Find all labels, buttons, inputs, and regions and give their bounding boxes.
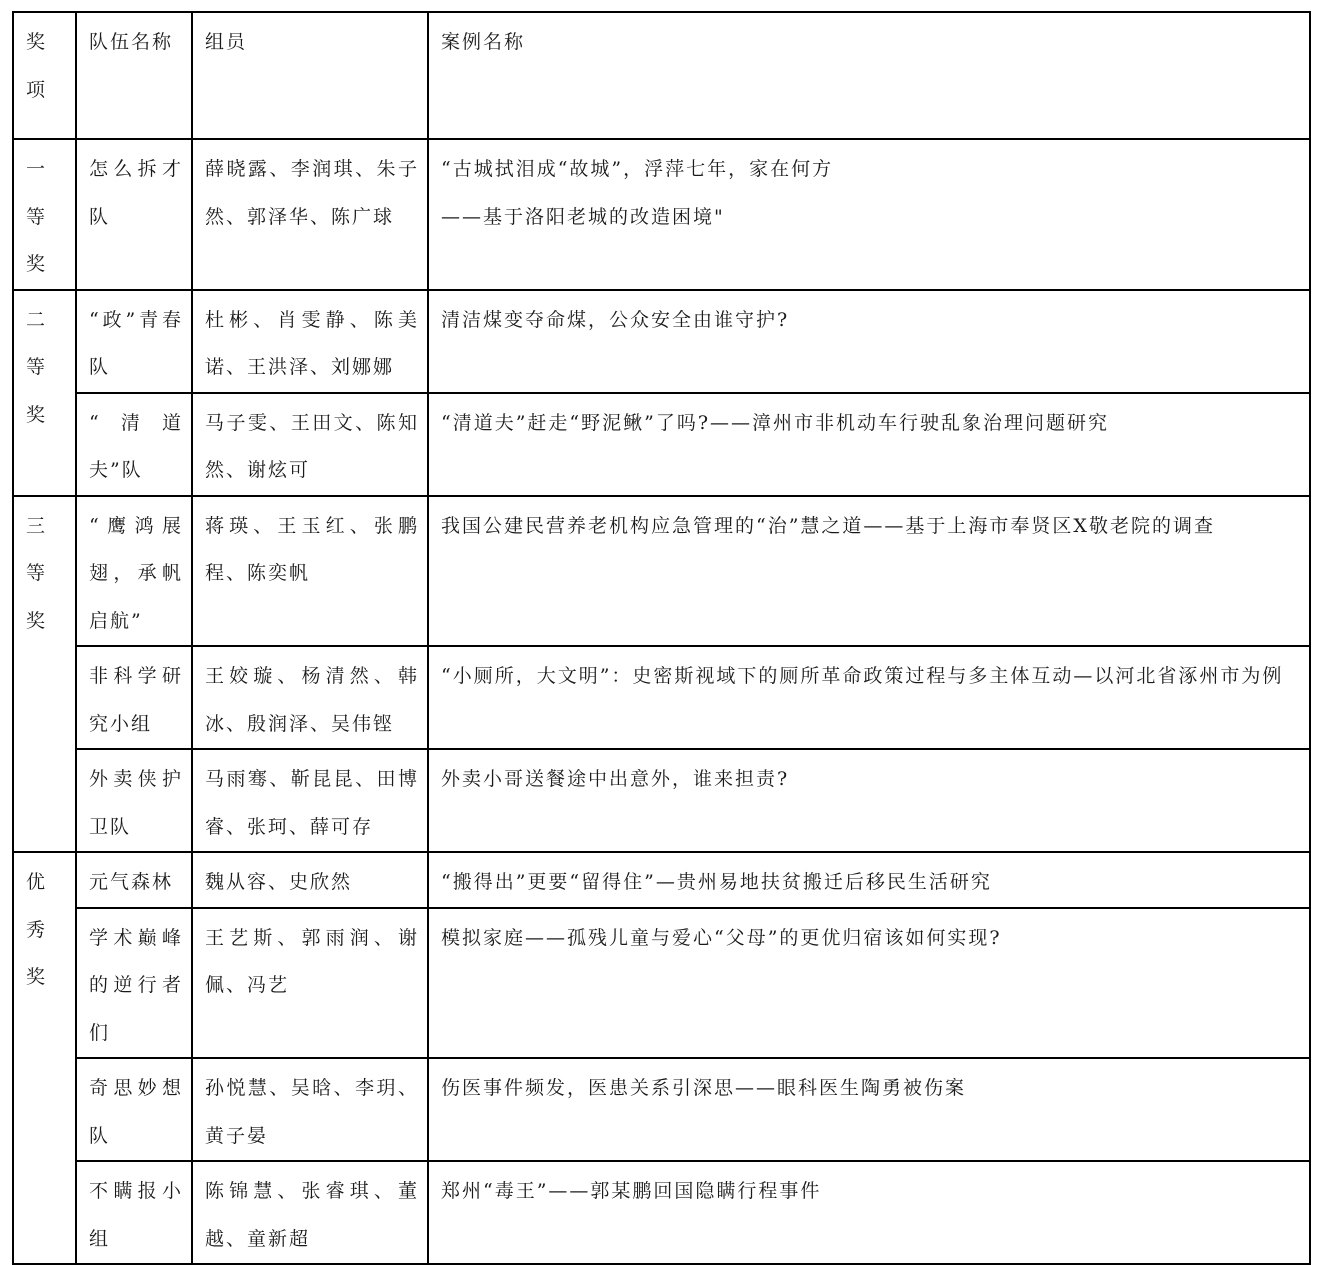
case-title: 模拟家庭——孤残儿童与爱心“父母”的更优归宿该如何实现? bbox=[428, 908, 1310, 1059]
table-row bbox=[13, 496, 1310, 647]
award-label: 二等奖 bbox=[13, 290, 76, 496]
team-name: 非科学研究小组 bbox=[76, 646, 192, 749]
team-members: 蒋瑛、王玉红、张鹏程、陈奕帆 bbox=[192, 496, 428, 647]
award-label: 一等奖 bbox=[13, 139, 76, 290]
case-title-line: “古城拭泪成“故城”，浮萍七年，家在何方 bbox=[441, 158, 834, 180]
team-members: 杜彬、肖雯静、陈美诺、王洪泽、刘娜娜 bbox=[192, 290, 428, 393]
team-name: 怎么拆才队 bbox=[76, 139, 192, 290]
case-title: 外卖小哥送餐途中出意外，谁来担责? bbox=[428, 749, 1310, 852]
case-title: 郑州“毒王”——郭某鹏回国隐瞒行程事件 bbox=[428, 1161, 1310, 1264]
team-members: 陈锦慧、张睿琪、董越、童新超 bbox=[192, 1161, 428, 1264]
table-row bbox=[13, 852, 1310, 908]
header-members: 组员 bbox=[192, 12, 428, 139]
team-name: 不瞒报小组 bbox=[76, 1161, 192, 1264]
case-title: “搬得出”更要“留得住”—贵州易地扶贫搬迁后移民生活研究 bbox=[428, 852, 1310, 908]
award-label: 优秀奖 bbox=[13, 852, 76, 1264]
header-row bbox=[13, 12, 1310, 139]
header-award: 奖项 bbox=[13, 12, 76, 139]
case-title: 清洁煤变夺命煤，公众安全由谁守护? bbox=[428, 290, 1310, 393]
table-row bbox=[13, 290, 1310, 393]
case-title: 我国公建民营养老机构应急管理的“治”慧之道——基于上海市奉贤区X敬老院的调查 bbox=[428, 496, 1310, 647]
team-members: 马雨骞、靳昆昆、田博睿、张珂、薛可存 bbox=[192, 749, 428, 852]
team-name: “政”青春队 bbox=[76, 290, 192, 393]
award-label: 三等奖 bbox=[13, 496, 76, 853]
team-name: 奇思妙想队 bbox=[76, 1058, 192, 1161]
team-members: 魏从容、史欣然 bbox=[192, 852, 428, 908]
team-members: 王艺斯、郭雨润、谢佩、冯艺 bbox=[192, 908, 428, 1059]
table-row bbox=[13, 749, 1310, 852]
case-title: “小厕所，大文明”：史密斯视域下的厕所革命政策过程与多主体互动—以河北省涿州市为例 bbox=[428, 646, 1310, 749]
table-row bbox=[13, 908, 1310, 1059]
team-name: “鹰鸿展翅，承帆启航” bbox=[76, 496, 192, 647]
team-members: 王姣璇、杨清然、韩冰、殷润泽、吴伟铿 bbox=[192, 646, 428, 749]
header-case: 案例名称 bbox=[428, 12, 1310, 139]
table-row bbox=[13, 393, 1310, 496]
team-members: 马子雯、王田文、陈知然、谢炫可 bbox=[192, 393, 428, 496]
team-name: “清道夫”队 bbox=[76, 393, 192, 496]
case-title bbox=[428, 139, 1310, 290]
table-row bbox=[13, 1058, 1310, 1161]
team-name: 学术巅峰的逆行者们 bbox=[76, 908, 192, 1059]
case-title: 伤医事件频发，医患关系引深思——眼科医生陶勇被伤案 bbox=[428, 1058, 1310, 1161]
case-title-line: ——基于洛阳老城的改造困境" bbox=[441, 205, 725, 228]
table-row bbox=[13, 139, 1310, 290]
team-members: 薛晓露、李润琪、朱子然、郭泽华、陈广球 bbox=[192, 139, 428, 290]
team-name: 外卖侠护卫队 bbox=[76, 749, 192, 852]
team-members: 孙悦慧、吴晗、李玥、黄子晏 bbox=[192, 1058, 428, 1161]
team-name: 元气森林 bbox=[76, 852, 192, 908]
case-title: “清道夫”赶走“野泥鳅”了吗?——漳州市非机动车行驶乱象治理问题研究 bbox=[428, 393, 1310, 496]
table-row bbox=[13, 1161, 1310, 1264]
header-team: 队伍名称 bbox=[76, 12, 192, 139]
table-row bbox=[13, 646, 1310, 749]
awards-table bbox=[12, 11, 1311, 1265]
